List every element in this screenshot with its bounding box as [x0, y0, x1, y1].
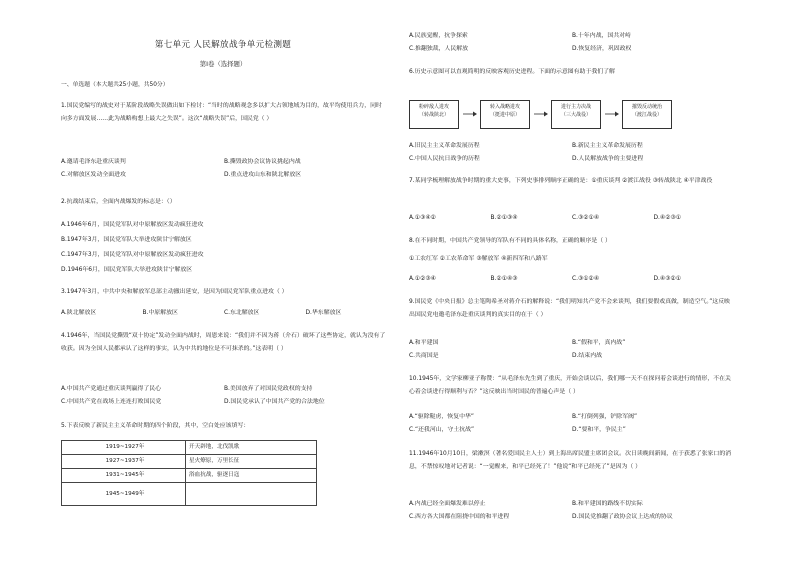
flow-step: 转入战略进攻 （挺进中原） — [480, 100, 530, 129]
option: D.华东解放区 — [305, 309, 342, 316]
event-cell: 开天辟地，北伐凯歌 — [186, 441, 317, 455]
option: D.④②③① — [653, 214, 682, 221]
option: B.“打倒列强，铲除军阀” — [572, 413, 638, 420]
option: A.民族觉醒，抗争探索 — [409, 32, 468, 39]
question-4-options — [61, 383, 387, 409]
option: B.中原解放区 — [142, 309, 178, 316]
option: A.中国共产党通过重庆谈判赢得了民心 — [61, 385, 162, 392]
arrow-right-icon — [463, 111, 477, 117]
option: D.“要和平，争民主” — [572, 426, 626, 433]
period-table — [61, 440, 317, 506]
option: D.国民党推翻了政协会议上达成的协议 — [572, 513, 673, 520]
question-1-stem: 1.国民党编写的战史对于某阶段战略失误做出如下检讨：“当时的战略观念多以扩大占领地域为目的，故平均使用兵力，同时向多方面发展……此为战略构想上最大之失误”。这次“战略失误”后，国民党（ ） — [61, 103, 382, 123]
option: B.十年内战，国共对峙 — [572, 32, 631, 39]
option: C.共商国是 — [409, 352, 439, 359]
option: C.中国人民抗日战争的历程 — [409, 155, 480, 162]
question-3-options — [61, 307, 387, 320]
option: C.推翻独裁，人民解放 — [409, 45, 469, 52]
option: B.美国放弃了对国民党政权的支持 — [224, 385, 313, 392]
question-2-stem: 2.抗战结束后，全面内战爆发的标志是：（） — [61, 199, 176, 205]
period-cell: 1931~1945年 — [62, 469, 186, 483]
right-column — [403, 0, 739, 562]
table-row — [62, 469, 317, 483]
question-1-options — [61, 156, 387, 182]
option: A.1946年6月，国民党军队对中原解放区发动疯狂进攻 — [61, 221, 204, 228]
question-8-options — [409, 273, 735, 286]
exam-title: 第七单元 人民解放战争单元检测题 — [154, 40, 292, 50]
arrow-right-icon — [605, 111, 619, 117]
question-8-items: ①工农红军 ②工农革命军 ③解放军 ④新四军和八路军 — [409, 256, 548, 262]
option: A.陕北解放区 — [61, 309, 97, 316]
event-cell-blank — [186, 483, 317, 506]
question-4-stem: 4.1946年，当国民党撕毁“双十协定”发动全面内战时，周恩来说：“我们并不因为蒋（介石）破坏了这些协定，就认为没有了收获。因为全国人民都承认了这样的事实，认为中共的地位是不可抹杀的。”这表明（ ） — [61, 333, 386, 353]
section-title: 一、单选题（本大题共25小题，共50分） — [61, 82, 169, 88]
option: A.①②③④ — [409, 275, 436, 282]
option: B.②①③④ — [490, 214, 518, 221]
option: B.1947年3月，国民党军队大举进攻陕甘宁解放区 — [61, 236, 192, 243]
event-cell: 星火燎原，万里长征 — [186, 455, 317, 469]
option: B.新民主主义革命发展历程 — [572, 142, 643, 149]
left-column — [55, 0, 391, 562]
question-9-options — [409, 337, 735, 363]
option: A.①③④② — [409, 214, 436, 221]
option: C.东北解放区 — [224, 309, 260, 316]
option: D.人民解放战争的主要进程 — [572, 155, 644, 162]
question-8-stem: 8.在不同时期，中国共产党领导的军队有不同的具体名称，正确的顺序是（ ） — [409, 238, 611, 244]
option: A.旧民主主义革命发展历程 — [409, 142, 480, 149]
option: B.②①④③ — [490, 275, 518, 282]
option: C.西方各大国都在阻挠中国的和平进程 — [409, 513, 510, 520]
option: D.④③②① — [653, 275, 682, 282]
question-9-stem: 9.国民党《中央日报》总主笔陶希圣对蒋介石的解释说：“我们明知共产党不会来谈判，我们要假戏真做，制造空气。”这反映出国民党电邀毛泽东赴重庆谈判的真实目的在于（ ） — [409, 299, 730, 319]
question-11-options — [409, 498, 735, 524]
arrow-right-icon — [534, 111, 548, 117]
period-cell: 1945~1949年 — [62, 483, 186, 506]
option: D.国民党承认了中国共产党的合法地位 — [224, 398, 325, 405]
question-7-options — [409, 212, 735, 225]
option: D.结束内战 — [572, 352, 602, 359]
question-3-stem: 3.1947年3月，中共中央和解放军总部主动撤出延安，是因为国民党军队重点进攻（ ） — [61, 289, 288, 295]
option: A.和平建国 — [409, 339, 439, 346]
flow-step: 进行主力决战 （三大战役） — [551, 100, 601, 129]
table-row — [62, 483, 317, 506]
event-cell: 浴血抗战，驱逐日寇 — [186, 469, 317, 483]
option: C.对解放区发动全面进攻 — [61, 171, 126, 178]
option: C.③②①④ — [572, 214, 600, 221]
question-7-stem: 7.某同学梳理解放战争时期的重大史事，下列史事排列顺序正确的是：①重庆谈判 ②渡江战役 ③转战陕北 ④平津战役 — [409, 178, 713, 184]
option: B.和平建国的路线不切实际 — [572, 500, 643, 507]
option: C.1947年3月，国民党军队对中原解放区发动疯狂进攻 — [61, 251, 204, 258]
table-row — [62, 441, 317, 455]
option: D.1946年6月，国民党军队大举进攻陕甘宁解放区 — [61, 266, 193, 273]
option: C.③①②④ — [572, 275, 600, 282]
volume-title: 第Ⅰ卷（选择题） — [199, 60, 247, 68]
question-6-stem: 6.历史示意图可以直观简明的反映客观历史进程。下面的示意图有助于我们了解 — [409, 69, 615, 75]
option: D.重点进攻山东和陕北解放区 — [224, 171, 302, 178]
flow-step: 摧毁反动统治 （渡江战役） — [622, 100, 672, 129]
option: D.恢复经济，巩固政权 — [572, 45, 632, 52]
flow-diagram — [409, 100, 729, 134]
question-10-stem: 10.1945年，文学家柳亚子称赞：“从毛泽东先生到了重庆，开始会谈以后，我们哪一天不在探问着会谈进行的情形，不在关心着会谈进行得顺利与否？”这反映出当时国民的普遍心声是（ ） — [409, 376, 731, 396]
option: B.“假和平，真内战” — [572, 339, 626, 346]
option: C.“还我河山，守土抗战” — [409, 426, 475, 433]
question-2-options — [61, 218, 387, 278]
question-6-options — [409, 140, 735, 166]
period-cell: 1919~1927年 — [62, 441, 186, 455]
option: B.撕毁政协会议协议挑起内战 — [224, 158, 301, 165]
flow-step: 粉碎敌人进攻 （转战陕北） — [409, 100, 459, 129]
option: A.“驱除鞑虏，恢复中华” — [409, 413, 474, 420]
question-5-stem: 5.下表反映了新民主主义革命时期的四个阶段，其中，空白处应该填写： — [61, 423, 250, 429]
option: A.邀请毛泽东赴重庆谈判 — [61, 158, 126, 165]
question-5-options — [409, 30, 735, 56]
period-cell: 1927~1937年 — [62, 455, 186, 469]
question-10-options — [409, 411, 735, 437]
question-11-stem: 11.1946年10月10日，梁漱溟（著名爱国民主人士）到上海出席民盟主席团会议。次日读晚间新闻，在于获悉了张家口的消息，不禁惊叹地对记者说：“一觉醒来，和平已经死了！”他说“和平已经死了”是因为（ ） — [409, 451, 732, 471]
option: A.内战已经全面爆发难以停止 — [409, 500, 486, 507]
option: C.中国共产党在战场上连连打败国民党 — [61, 398, 162, 405]
table-row — [62, 455, 317, 469]
